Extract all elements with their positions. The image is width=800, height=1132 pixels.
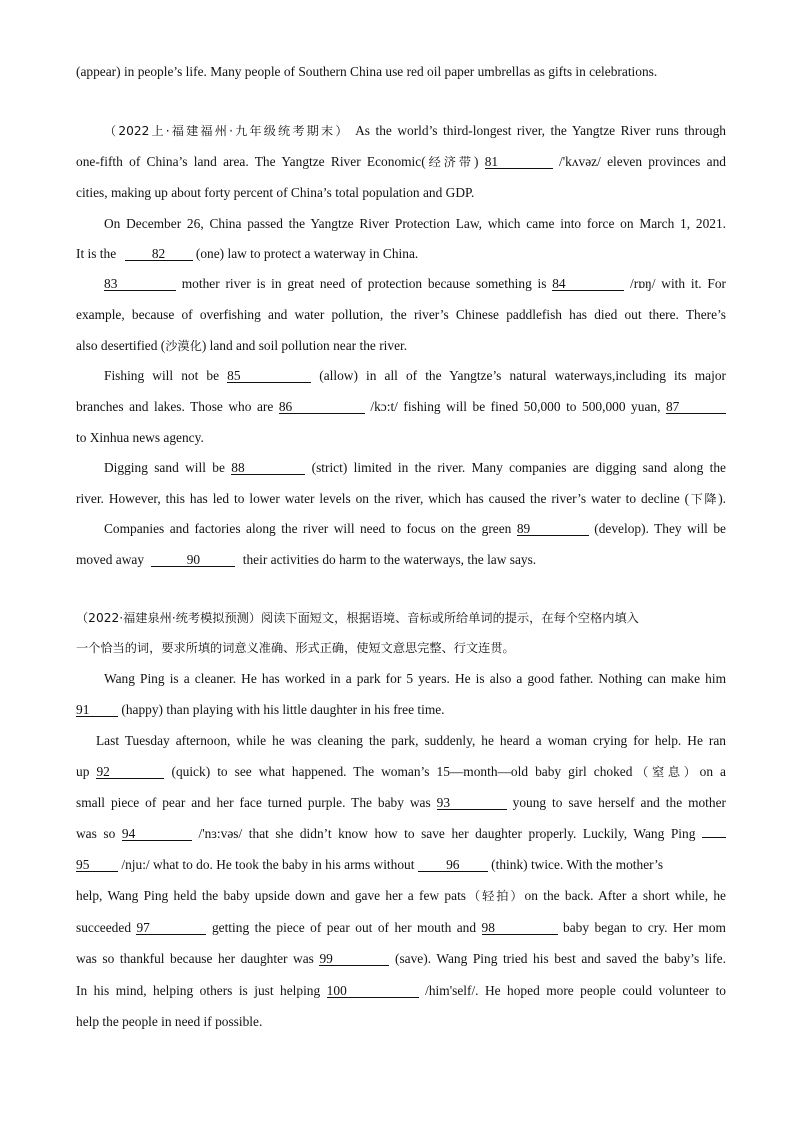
text: one-fifth of China’s land area. The Yangtze River Economic(	[76, 154, 426, 169]
section-2-instruction	[76, 640, 726, 656]
text: on the back. After a short while, he	[524, 888, 726, 903]
text: was so thankful because her daughter was	[76, 951, 314, 966]
text: getting the piece of pear out of her mouth and	[211, 920, 477, 935]
text: In his mind, helping others is just helping	[76, 983, 321, 998]
blank-94[interactable]: 94	[122, 827, 192, 841]
blank-85[interactable]: 85	[227, 369, 311, 383]
text: small piece of pear and her face turned purple. The baby was	[76, 795, 431, 810]
paragraph-line	[76, 460, 726, 476]
blank-89[interactable]: 89	[517, 522, 589, 536]
paragraph-line	[76, 671, 726, 687]
text: /him'self/. He hoped more people could volunteer to	[425, 983, 726, 998]
text: /'nɜ:vəs/ that she didn’t know how to save her daughter properly. Luckily, Wang Ping	[198, 826, 696, 841]
paragraph-line	[76, 276, 726, 292]
chinese-gloss: 沙漠化	[165, 339, 202, 353]
paragraph-line	[76, 552, 726, 568]
text: On December 26, China passed the Yangtze River Protection Law, which came into force on March 1, 2021.	[104, 216, 726, 231]
text: /kɔ:t/ fishing will be fined 50,000 to 500,000 yuan,	[370, 399, 661, 414]
text: Last Tuesday afternoon, while he was cleaning the park, suddenly, he heard a woman crying for help. He ran	[96, 733, 726, 748]
text: on a	[699, 764, 726, 779]
paragraph-line	[76, 888, 726, 904]
text: /nju:/ what to do. He took the baby in his arms without	[121, 857, 415, 872]
text: Wang Ping is a cleaner. He has worked in a park for 5 years. He is also a good father. Nothing can make him	[104, 671, 726, 686]
text: up	[76, 764, 90, 779]
text: succeeded	[76, 920, 132, 935]
section-2-instruction	[76, 610, 726, 626]
paragraph-line	[76, 951, 726, 967]
text: (think) twice. With the mother’s	[491, 857, 664, 872]
text: to Xinhua news agency.	[76, 430, 204, 445]
chinese-gloss: 下降	[689, 492, 719, 506]
text: (save). Wang Ping tried his best and saved the baby’s life.	[395, 951, 726, 966]
paragraph-line	[76, 154, 726, 170]
blank-90[interactable]: 90	[151, 553, 235, 567]
paragraph-line	[76, 368, 726, 384]
paragraph-line	[76, 1014, 726, 1030]
section-1-source-line	[76, 123, 726, 139]
blank-100[interactable]: 100	[327, 984, 419, 998]
paragraph-line	[76, 430, 726, 446]
text: Fishing will not be	[104, 368, 220, 383]
chinese-gloss: 经济带	[425, 155, 474, 169]
blank-92[interactable]: 92	[96, 765, 164, 779]
source-label: （2022上·福建福州·九年级统考期末）	[104, 124, 350, 138]
text: was so	[76, 826, 116, 841]
text: young to save herself and the mother	[512, 795, 727, 810]
text: help the people in need if possible.	[76, 1014, 263, 1029]
paragraph-line	[76, 246, 726, 262]
text: (quick) to see what happened. The woman’s 15—month—old baby girl choked	[171, 764, 633, 779]
blank-81[interactable]: 81	[485, 155, 553, 169]
text: Companies and factories along the river will need to focus on the green	[104, 521, 512, 536]
text: 一个恰当的词，要求所填的词意义准确、形式正确，使短文意思完整、行文连贯。	[76, 641, 515, 655]
blank-83[interactable]: 83	[104, 277, 176, 291]
text: also desertified (	[76, 338, 166, 353]
text: ) land and soil pollution near the river.	[201, 338, 408, 353]
blank-97[interactable]: 97	[136, 921, 206, 935]
blank-99[interactable]: 99	[319, 952, 389, 966]
text: It is the	[76, 246, 117, 261]
text: branches and lakes. Those who are	[76, 399, 274, 414]
paragraph-line	[76, 857, 726, 873]
blank-93[interactable]: 93	[437, 796, 507, 810]
text: moved away	[76, 552, 145, 567]
chinese-gloss: （窒息）	[632, 765, 700, 779]
text: ).	[718, 491, 727, 506]
text: （2022·福建泉州·统考模拟预测）阅读下面短文，根据语境、音标或所给单词的提示，在每个空格内填入	[76, 611, 639, 625]
paragraph-line	[76, 521, 726, 537]
paragraph-line	[76, 795, 726, 811]
blank-91[interactable]: 91	[76, 703, 118, 717]
text: Digging sand will be	[104, 460, 225, 475]
paragraph-line	[76, 826, 726, 842]
text: baby began to cry. Her mom	[563, 920, 726, 935]
blank-95[interactable]: 95	[76, 858, 118, 872]
paragraph-line	[76, 983, 726, 999]
text: As the world’s third-longest river, the Yangtze River runs through	[355, 123, 726, 138]
text: river. However, this has led to lower water levels on the river, which has caused the river’s water to decline (	[76, 491, 690, 506]
text: (strict) limited in the river. Many companies are digging sand along the	[311, 460, 726, 475]
blank-84[interactable]: 84	[552, 277, 624, 291]
text: /'kʌvəz/ eleven provinces and	[558, 154, 726, 169]
text: /rɒŋ/ with it. For	[630, 276, 726, 291]
blank-86[interactable]: 86	[279, 400, 365, 414]
paragraph-line	[76, 216, 726, 232]
paragraph-line	[76, 764, 726, 780]
blank-82[interactable]: 82	[125, 247, 193, 261]
paragraph-line	[76, 399, 726, 415]
paragraph-line	[76, 338, 726, 354]
text: )	[473, 154, 479, 169]
text: cities, making up about forty percent of China’s total population and GDP.	[76, 185, 475, 200]
text: (one) law to protect a waterway in China.	[195, 246, 419, 261]
blank-88[interactable]: 88	[231, 461, 305, 475]
text: their activities do harm to the waterways, the law says.	[242, 552, 537, 567]
blank-95-start[interactable]	[702, 837, 726, 838]
blank-87[interactable]: 87	[666, 400, 726, 414]
paragraph-line	[76, 307, 726, 323]
chinese-gloss: （轻拍）	[466, 889, 525, 903]
blank-96[interactable]: 96	[418, 858, 488, 872]
paragraph-line	[76, 185, 726, 201]
text: example, because of overfishing and water pollution, the river’s Chinese paddlefish has died out there. There’s	[76, 307, 726, 322]
blank-98[interactable]: 98	[482, 921, 558, 935]
paragraph-line	[76, 491, 726, 507]
paragraph-line	[76, 920, 726, 936]
paragraph-line	[76, 733, 726, 749]
text: (allow) in all of the Yangtze’s natural waterways,including its major	[319, 368, 726, 383]
text: (happy) than playing with his little daughter in his free time.	[121, 702, 445, 717]
paragraph-line	[76, 702, 726, 718]
text: help, Wang Ping held the baby upside down and gave her a few pats	[76, 888, 466, 903]
text: (develop). They will be	[594, 521, 726, 536]
text: mother river is in great need of protection because something is	[181, 276, 547, 291]
paragraph-line	[76, 64, 726, 80]
text: (appear) in people’s life. Many people of Southern China use red oil paper umbrellas as gifts in celebrations.	[76, 64, 658, 79]
